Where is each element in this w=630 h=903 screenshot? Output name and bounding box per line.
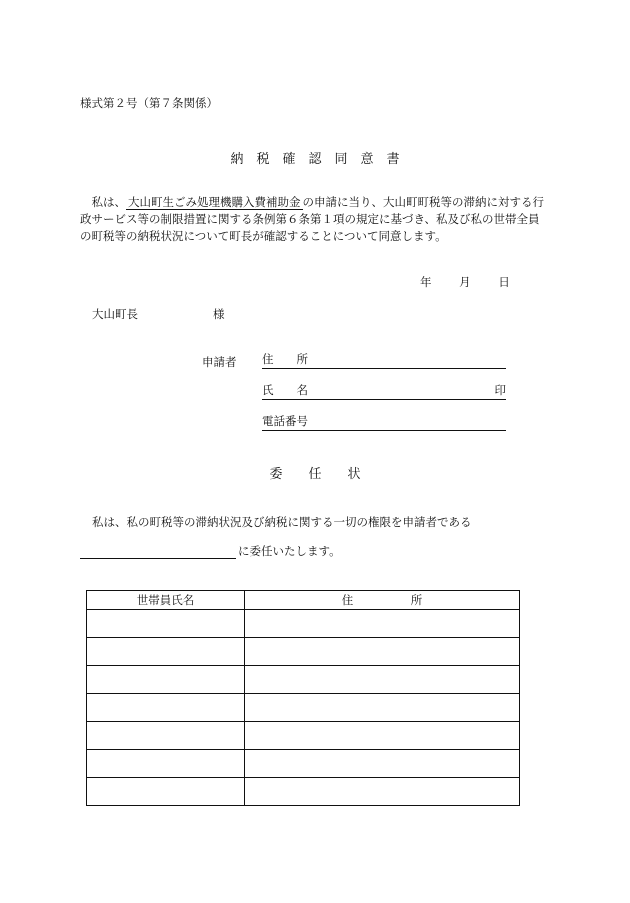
consent-paragraph (80, 194, 550, 245)
delegate-name-field[interactable] (80, 558, 236, 559)
member-address-cell[interactable] (245, 610, 520, 638)
delegate-suffix: に委任いたします。 (238, 544, 341, 558)
consent-prefix: 私は、 (91, 195, 126, 209)
member-address-cell[interactable] (245, 778, 520, 806)
subsidy-name: 大山町生ごみ処理機購入費補助金 (128, 195, 301, 209)
name-field[interactable] (262, 383, 506, 400)
applicant-label: 申請者 (202, 355, 237, 369)
name-label: 氏 名 (262, 383, 308, 397)
member-address-cell[interactable] (245, 722, 520, 750)
header-address: 住 所 (245, 591, 520, 610)
date-year: 年 (420, 275, 432, 289)
document-title: 納 税 確 認 同 意 書 (230, 152, 400, 167)
table-row (87, 722, 520, 750)
member-name-cell[interactable] (87, 638, 245, 666)
member-address-cell[interactable] (245, 666, 520, 694)
table-row (87, 610, 520, 638)
table-row (87, 694, 520, 722)
member-name-cell[interactable] (87, 666, 245, 694)
table-row (87, 778, 520, 806)
member-name-cell[interactable] (87, 694, 245, 722)
seal-mark: 印 (494, 383, 506, 397)
member-address-cell[interactable] (245, 694, 520, 722)
addressee-honorific: 様 (213, 307, 225, 321)
date-day: 日 (498, 275, 510, 289)
proxy-title: 委 任 状 (269, 467, 361, 482)
table-row (87, 638, 520, 666)
proxy-text: 私は、私の町税等の滞納状況及び納税に関する一切の権限を申請者である (92, 515, 472, 529)
member-address-cell[interactable] (245, 750, 520, 778)
date-month: 月 (459, 275, 471, 289)
phone-field[interactable] (262, 414, 506, 431)
address-field[interactable] (262, 352, 506, 369)
member-name-cell[interactable] (87, 610, 245, 638)
member-address-cell[interactable] (245, 638, 520, 666)
date-line (420, 274, 510, 290)
table-row (87, 666, 520, 694)
table-row (87, 750, 520, 778)
member-name-cell[interactable] (87, 722, 245, 750)
consent-suffix: の申請に当り、大山町町税等の滞納に対する行政サービス等の制限措置に関する条例第６条第１項の規定に基づき、私及び私の世帯全員の町税等の納税状況について町長が確認することについて同意します。 (80, 195, 544, 243)
form-number: 様式第２号（第７条関係） (80, 96, 218, 110)
member-name-cell[interactable] (87, 778, 245, 806)
addressee-name: 大山町長 (92, 307, 138, 321)
household-members-table (86, 590, 520, 806)
header-member-name: 世帯員氏名 (87, 591, 245, 610)
table-header-row (87, 591, 520, 610)
phone-label: 電話番号 (262, 414, 308, 428)
member-name-cell[interactable] (87, 750, 245, 778)
address-label: 住 所 (262, 352, 308, 366)
